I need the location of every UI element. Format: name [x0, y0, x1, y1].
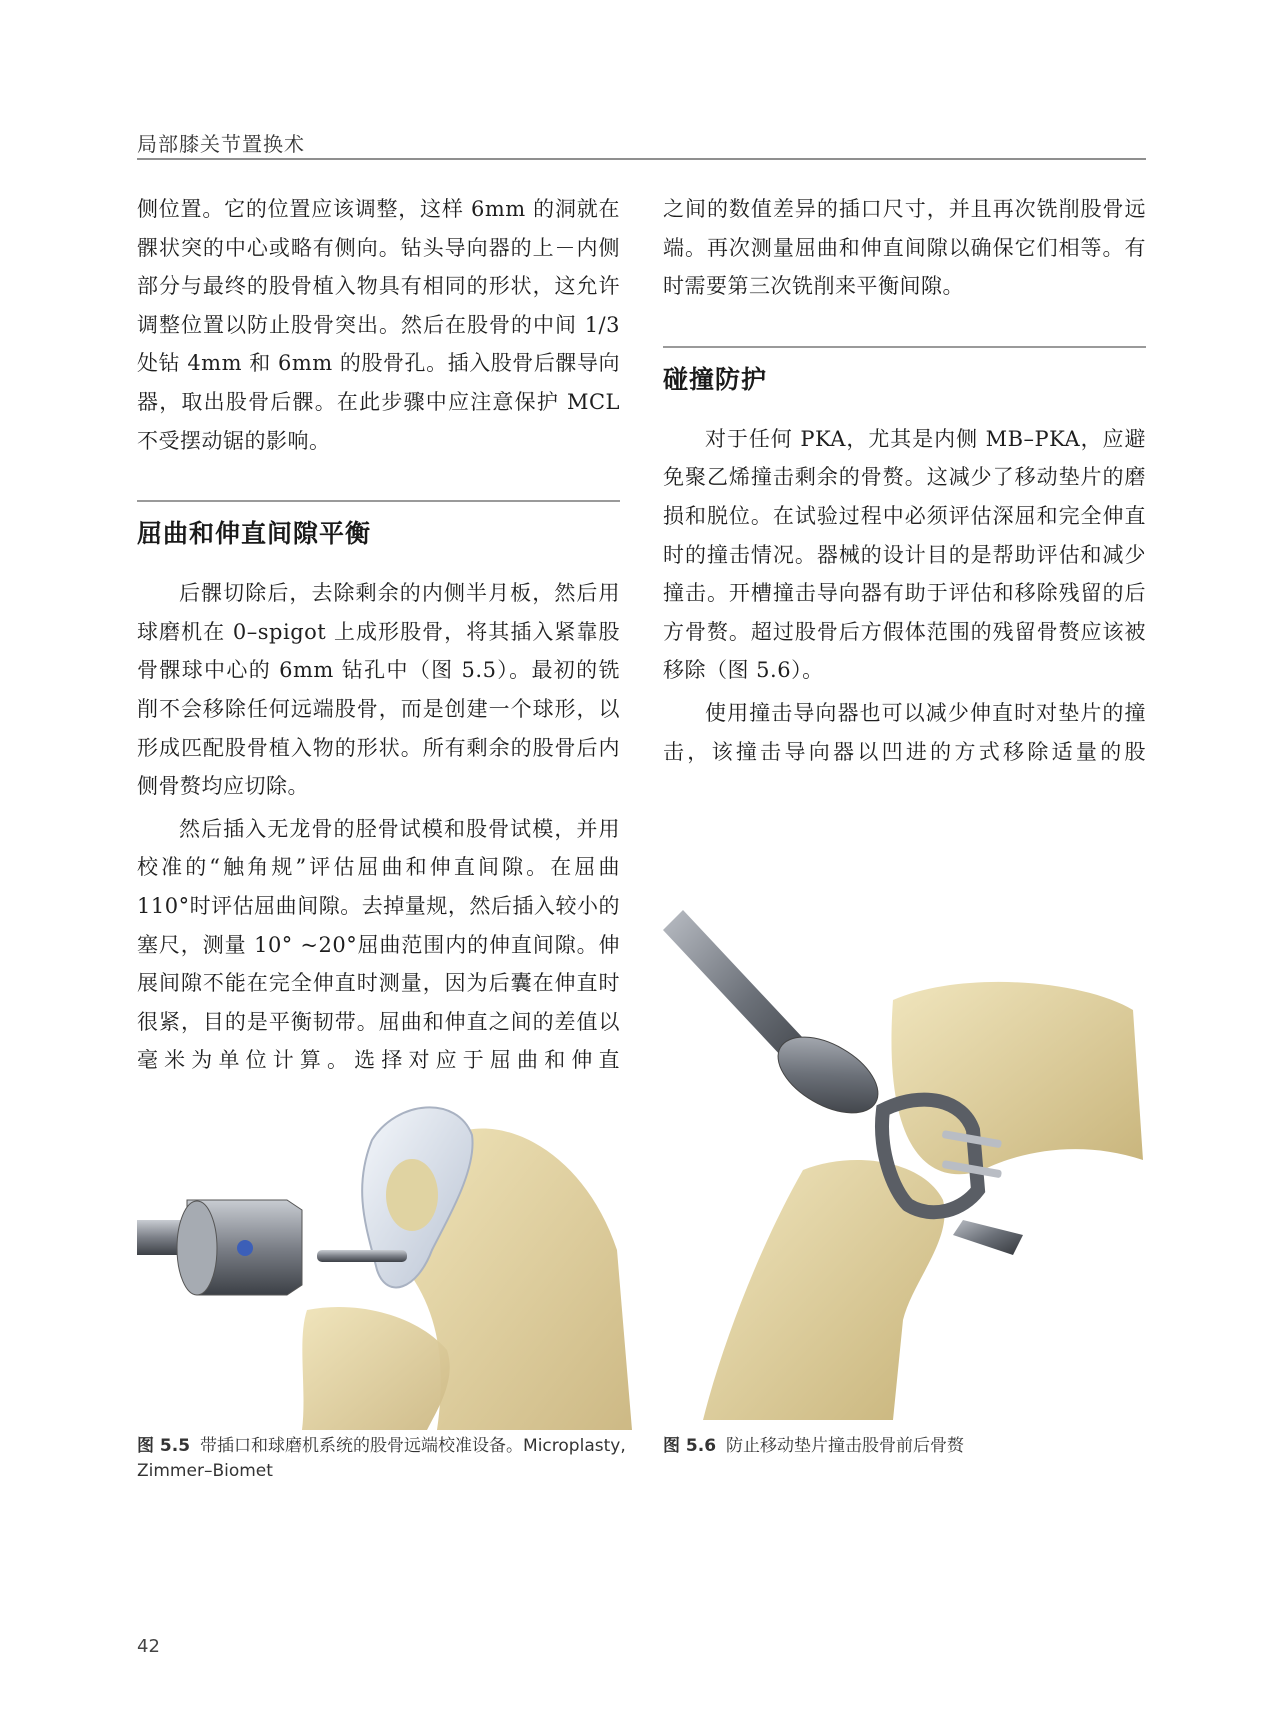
- figure-5-5-number: 图 5.5: [137, 1436, 191, 1456]
- header-divider: [137, 158, 1146, 160]
- guide-tip: [953, 1220, 1023, 1255]
- right-paragraph-1: 之间的数值差异的插口尺寸，并且再次铣削股骨远端。再次测量屈曲和伸直间隙以确保它们相等。有时需要第三次铣削来平衡间隙。: [663, 197, 1146, 299]
- figure-5-6-number: 图 5.6: [663, 1436, 717, 1456]
- spigot-rod: [317, 1250, 407, 1262]
- section-divider: [137, 500, 620, 502]
- figure-5-6-caption: [663, 1434, 1153, 1459]
- mill-face: [177, 1201, 217, 1295]
- section-title-impingement: 碰撞防护: [663, 364, 768, 394]
- left-paragraph-3: 然后插入无龙骨的胫骨试模和股骨试模，并用校准的“触角规”评估屈曲和伸直间隙。在屈曲 110°时评估屈曲间隙。去掉量规，然后插入较小的塞尺，测量 10° ~20°屈曲范围内的伸直间隙。伸展间隙不能在完全伸直时测量，因为后囊在伸直时很紧，目的是平衡韧带。屈曲和伸直之间的差值以毫米为单位计算。选择对应于屈曲和伸直: [137, 816, 620, 1073]
- tibia-bone: [302, 1307, 450, 1430]
- section-title-gap-balance: 屈曲和伸直间隙平衡: [137, 519, 372, 549]
- page-number: 42: [137, 1636, 160, 1657]
- figure-5-5-caption: [137, 1434, 627, 1484]
- right-paragraph-3: 使用撞击导向器也可以减少伸直时对垫片的撞击，该撞击导向器以凹进的方式移除适量的股: [663, 700, 1146, 764]
- left-paragraph-1: 侧位置。它的位置应该调整，这样 6mm 的洞就在髁状突的中心或略有侧向。钻头导向器的上－内侧部分与最终的股骨植入物具有相同的形状，这允许调整位置以防止股骨突出。然后在股骨的中间 1/3 处钻 4mm 和 6mm 的股骨孔。插入股骨后髁导向器，取出股骨后髁。在此步骤中应注意保护 MCL 不受摆动锯的影响。: [137, 197, 620, 453]
- right-paragraph-2: 对于任何 PKA，尤其是内侧 MB–PKA，应避免聚乙烯撞击剩余的骨赘。这减少了移动垫片的磨损和脱位。在试验过程中必须评估深屈和完全伸直时的撞击情况。器械的设计目的是帮助评估和减少撞击。开槽撞击导向器有助于评估和移除残留的后方骨赘。超过股骨后方假体范围的残留骨赘应该被移除（图 5.6）。: [663, 426, 1146, 683]
- figure-5-5-text: 带插口和球磨机系统的股骨远端校准设备。Microplasty, Zimmer–Biomet: [137, 1436, 626, 1481]
- femur-bone: [891, 982, 1143, 1174]
- figure-5-6-illustration: [663, 860, 1163, 1420]
- blue-marker: [237, 1240, 253, 1256]
- left-paragraph-2: 后髁切除后，去除剩余的内侧半月板，然后用球磨机在 0–spigot 上成形股骨，将其插入紧靠股骨髁球中心的 6mm 钻孔中（图 5.5）。最初的铣削不会移除任何远端股骨，而是创建一个球形，以形成匹配股骨植入物的形状。所有剩余的股骨后内侧骨赘均应切除。: [137, 581, 620, 799]
- figure-5-5-illustration: [137, 1100, 637, 1430]
- section-divider: [663, 346, 1146, 348]
- implant-opening: [386, 1159, 438, 1231]
- left-column: [137, 190, 620, 1080]
- figure-5-6-text: 防止移动垫片撞击股骨前后骨赘: [726, 1436, 965, 1456]
- running-title: 局部膝关节置换术: [137, 132, 305, 156]
- right-column: [663, 190, 1146, 771]
